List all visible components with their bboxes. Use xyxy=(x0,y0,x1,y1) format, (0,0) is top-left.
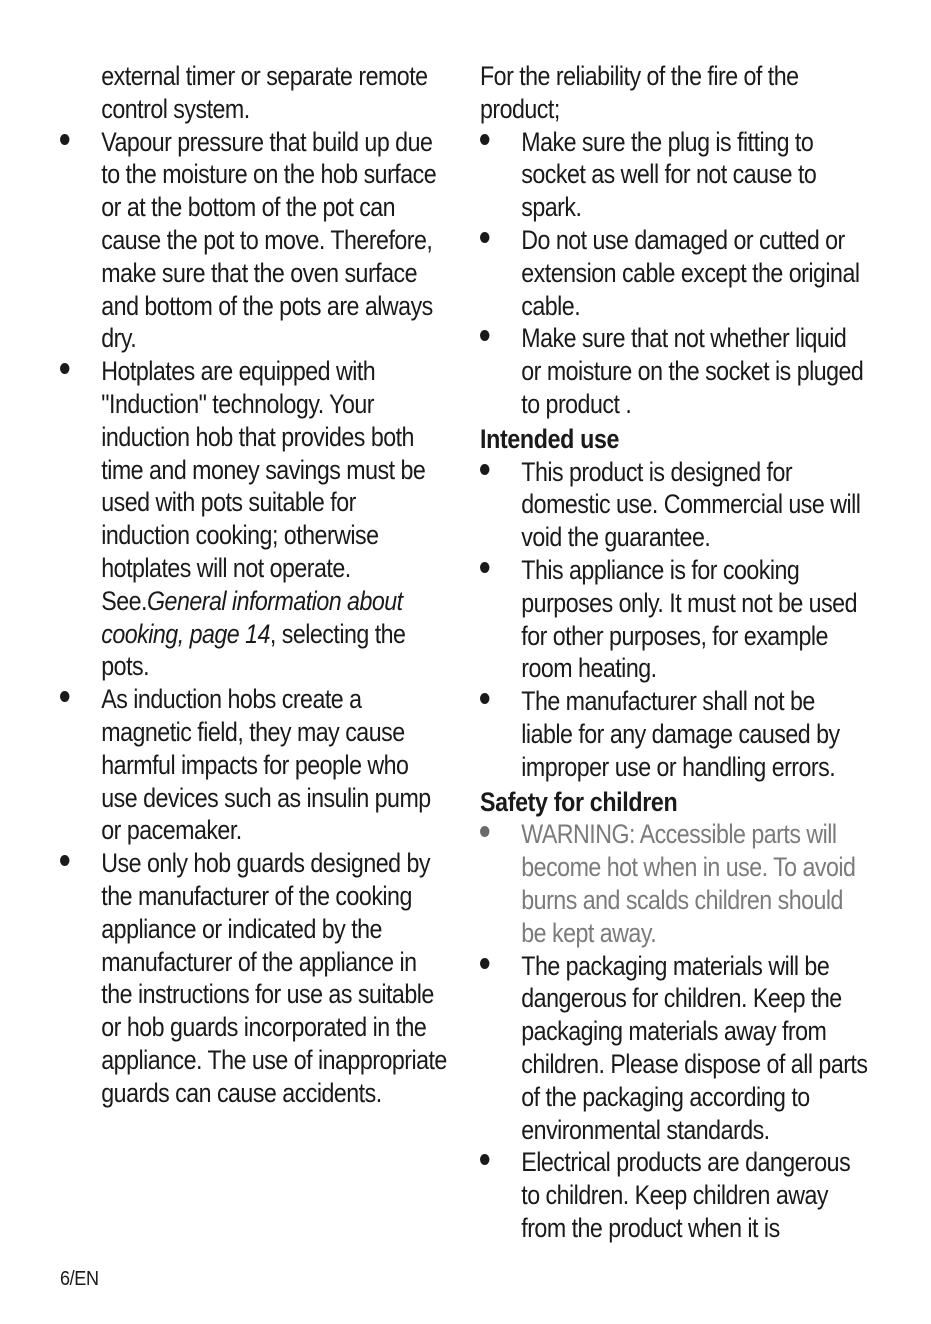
list-item xyxy=(480,126,869,224)
warning-item xyxy=(480,818,869,949)
intro-text: For the reliability of the fire of the product; xyxy=(480,61,799,124)
children-safety-list xyxy=(480,818,869,1244)
list-item-text: Hotplates are equipped with "Induction" technology. Your induction hob that provides both time and money savings must be used with pots suitable for induction cooking; otherwise hotplates will not operate. xyxy=(101,356,426,583)
see-suffix: , selecting the pots. xyxy=(101,618,406,682)
bullet-icon xyxy=(480,693,489,704)
bullet-icon xyxy=(480,826,489,837)
list-item xyxy=(60,847,449,1109)
safety-list-left xyxy=(60,126,449,1110)
see-prefix: See. xyxy=(101,585,147,616)
continued-text: external timer or separate remote control system. xyxy=(101,61,428,124)
page-number: 6/EN xyxy=(60,1268,99,1290)
reliability-list xyxy=(480,126,869,421)
list-item xyxy=(480,1146,869,1244)
list-item xyxy=(60,355,449,683)
bullet-icon xyxy=(60,855,69,866)
list-item xyxy=(480,456,869,554)
list-item-text: Do not use damaged or cutted or extension cable except the original cable. xyxy=(521,224,860,321)
list-item xyxy=(480,224,869,322)
list-item-text: The manufacturer shall not be liable for any damage caused by improper use or handling errors. xyxy=(521,686,840,782)
list-item-text: The packaging materials will be dangerous for children. Keep the packaging materials away from children. Please dispose of all parts of the packaging according to environmental standards. xyxy=(521,950,868,1145)
list-item-text: This appliance is for cooking purposes only. It must not be used for other purposes, for example room heating. xyxy=(521,554,857,684)
list-item xyxy=(60,683,449,847)
see-reference xyxy=(101,585,448,683)
list-item-text: This product is designed for domestic use. Commercial use will void the guarantee. xyxy=(521,456,861,553)
list-item-text: Make sure that not whether liquid or moisture on the socket is pluged to product . xyxy=(521,323,864,419)
warning-text: WARNING: Accessible parts will become hot when in use. To avoid burns and scalds children should be kept away. xyxy=(521,819,856,948)
bullet-icon xyxy=(480,562,489,573)
list-item-text: As induction hobs create a magnetic field, they may cause harmful impacts for people who use devices such as insulin pump or pacemaker. xyxy=(101,684,431,846)
bullet-icon xyxy=(60,363,69,374)
section-heading-intended-use: Intended use xyxy=(480,423,620,454)
list-item xyxy=(480,685,869,783)
bullet-icon xyxy=(60,691,69,702)
list-item-text: Make sure the plug is fitting to socket as well for not cause to spark. xyxy=(521,126,817,223)
left-column xyxy=(60,60,449,1110)
bullet-icon xyxy=(60,134,69,145)
list-item xyxy=(60,126,449,356)
bullet-icon xyxy=(480,958,489,969)
list-item-text: Use only hob guards designed by the manufacturer of the cooking appliance or indicated by the manufacturer of the appliance in the instructions for use as suitable or hob guards incorporated in the appliance. The use of inappropriate guards can cause accidents. xyxy=(101,848,447,1108)
list-item-text: Vapour pressure that build up due to the moisture on the hob surface or at the bottom of the pot can cause the pot to move. Therefore, make sure that the oven surface and bottom of the pots are always dry. xyxy=(101,126,437,354)
list-item xyxy=(480,950,869,1147)
bullet-icon xyxy=(480,232,489,243)
bullet-icon xyxy=(480,1154,489,1165)
cross-reference-link[interactable]: General information about cooking, page 14 xyxy=(101,585,403,649)
list-item xyxy=(480,554,869,685)
bullet-icon xyxy=(480,134,489,145)
bullet-icon xyxy=(480,330,489,341)
right-column xyxy=(480,60,869,1245)
intended-use-list xyxy=(480,456,869,784)
list-item-text: Electrical products are dangerous to children. Keep children away from the product when it is xyxy=(521,1147,851,1243)
bullet-icon xyxy=(480,464,489,475)
section-heading-safety-for-children: Safety for children xyxy=(480,786,678,817)
list-item xyxy=(480,322,869,420)
